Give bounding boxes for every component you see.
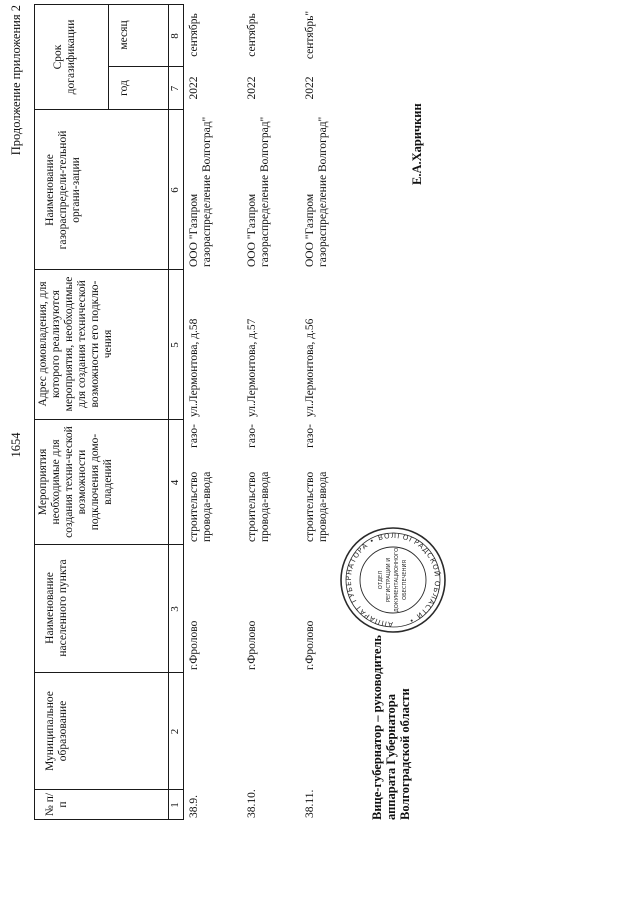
address-cell: ул.Лермонтова, д.57 xyxy=(246,318,258,417)
org-cell: ООО "Газпром газораспределение Волгоград" xyxy=(188,116,213,267)
address-cell: ул.Лермонтова, д.56 xyxy=(304,318,316,417)
col-number: 3 xyxy=(169,606,181,612)
signatory-name: Е.А.Харичкин xyxy=(410,103,424,185)
row-number: 38.9. xyxy=(188,795,200,818)
svg-text:РЕГИСТРАЦИИ И: РЕГИСТРАЦИИ И xyxy=(386,557,392,603)
col-number: 8 xyxy=(169,33,181,39)
org-cell: ООО "Газпром газораспределение Волгоград" xyxy=(246,116,271,267)
col-number: 5 xyxy=(169,342,181,348)
row-number: 38.10. xyxy=(246,789,258,818)
svg-text:ДОКУМЕНТАЦИОННОГО: ДОКУМЕНТАЦИОННОГО xyxy=(394,547,400,613)
header-month: месяц xyxy=(118,20,130,50)
year-cell: 2022 xyxy=(188,76,200,100)
header-address: Адрес домовладения, для которого реализуются мероприятия, необходимые для создания технической возможности его подклю-чения xyxy=(37,276,114,412)
col-number: 6 xyxy=(169,187,181,193)
col-number: 4 xyxy=(169,479,181,486)
header-gas-org: Наименование газораспредели-тельной органи-зации xyxy=(44,130,82,250)
measure-cell: строительство газо-провода-ввода xyxy=(304,424,329,542)
svg-text:ОТДЕЛ: ОТДЕЛ xyxy=(378,570,384,590)
month-cell: сентябрь xyxy=(188,13,200,57)
svg-text:ОБЕСПЕЧЕНИЯ: ОБЕСПЕЧЕНИЯ xyxy=(402,560,408,600)
settlement-cell: г.Фролово xyxy=(188,620,200,670)
header-deadline: Срок догазификации xyxy=(52,19,77,95)
org-cell: ООО "Газпром газораспределение Волгоград" xyxy=(304,116,329,267)
header-settlement: Наименование населенного пункта xyxy=(44,559,69,657)
settlement-cell: г.Фролово xyxy=(304,620,316,670)
header-year: год xyxy=(118,80,130,96)
row-number: 38.11. xyxy=(304,789,316,818)
col-number: 7 xyxy=(169,85,181,92)
svg-text:АППАРАТ ГУБЕРНАТОРА • ВОЛГОГРА: АППАРАТ ГУБЕРНАТОРА • ВОЛГОГРАДСКОЙ ОБЛАСТИ • xyxy=(344,531,442,629)
month-cell: сентябрь xyxy=(246,13,258,57)
measure-cell: строительство газо-провода-ввода xyxy=(188,424,213,542)
position-line: Вице-губернатор – руководитель xyxy=(370,634,384,820)
month-cell: сентябрь" xyxy=(304,10,316,60)
settlement-cell: г.Фролово xyxy=(246,620,258,670)
header-measures: Мероприятия необходимые для создания техни-ческой возможности подключения домо-владений xyxy=(37,426,114,538)
measure-cell: строительство газо-провода-ввода xyxy=(246,424,271,542)
year-cell: 2022 xyxy=(304,76,316,100)
page-number: 1654 xyxy=(9,432,23,458)
position-line: Волгоградской области xyxy=(398,688,412,820)
address-cell: ул.Лермонтова, д.58 xyxy=(188,318,200,417)
continuation-label: Продолжение приложения 2 xyxy=(9,5,23,156)
header-num: № п/п xyxy=(44,792,69,817)
year-cell: 2022 xyxy=(246,76,258,100)
official-stamp xyxy=(338,525,448,635)
col-number: 2 xyxy=(169,728,181,735)
stamp-seal-icon xyxy=(338,525,448,635)
position-line: аппарата Губернатора xyxy=(384,694,398,820)
col-number: 1 xyxy=(169,802,181,808)
header-municipality: Муниципальное образование xyxy=(44,691,69,771)
